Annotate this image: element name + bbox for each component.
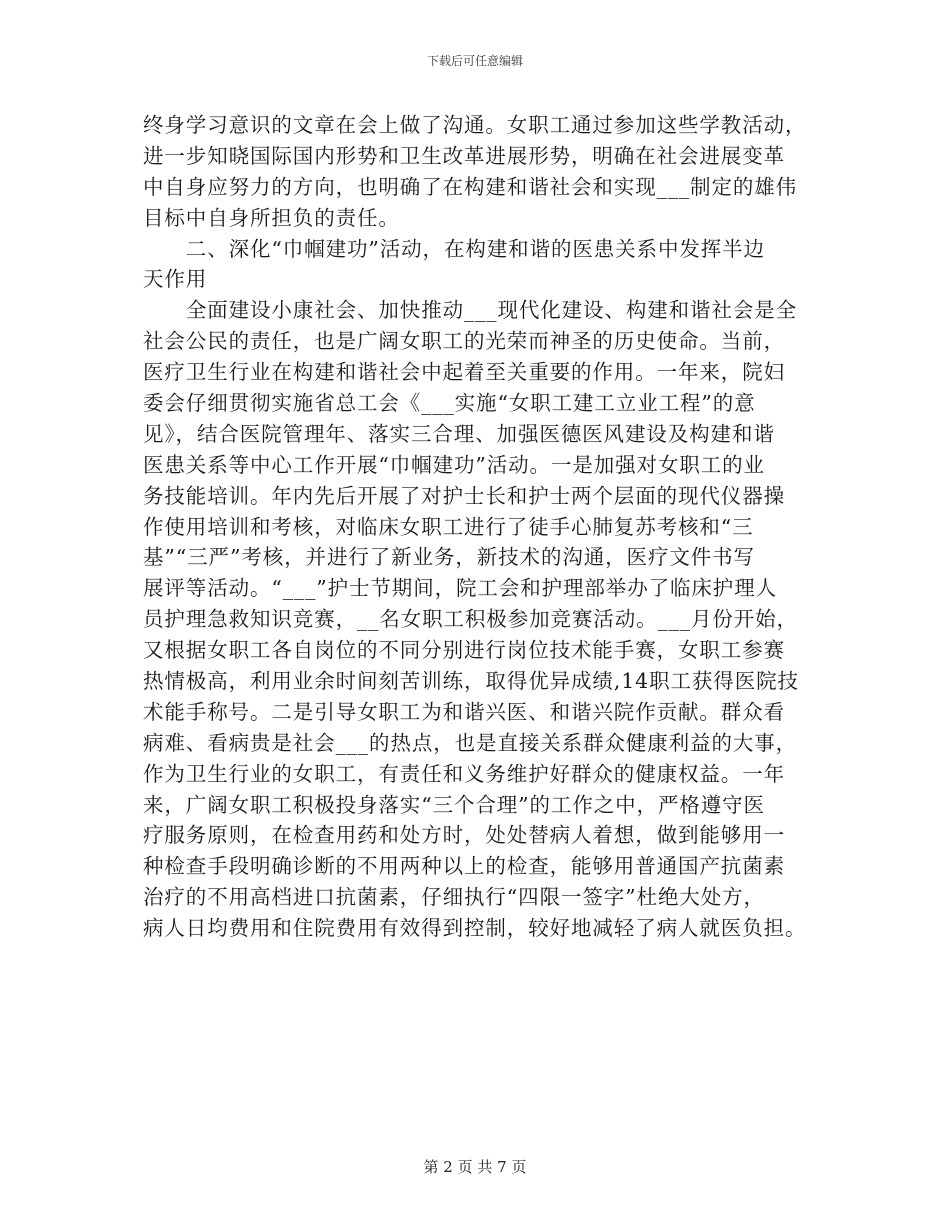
page-number-footer: 第 2 页 共 7 页 (423, 1158, 527, 1176)
text-line: 全面建设小康社会、加快推动___现代化建设、构建和谐社会是全 (143, 298, 798, 323)
text-line: 作为卫生行业的女职工，有责任和义务维护好群众的健康权益。一年 (143, 761, 785, 786)
text-line: 又根据女职工各自岗位的不同分别进行岗位技术能手赛，女职工参赛 (143, 638, 785, 663)
text-line: 务技能培训。年内先后开展了对护士长和护士两个层面的现代仪器操 (143, 483, 785, 508)
text-line: 疗服务原则，在检查用药和处方时，处处替病人着想，做到能够用一 (143, 823, 785, 848)
text-line: 见》，结合医院管理年、落实三合理、加强医德医风建设及构建和谐 (143, 421, 775, 446)
text-line: 中自身应努力的方向，也明确了在构建和谐社会和实现___制定的雄伟 (143, 174, 798, 199)
document-body (143, 110, 809, 944)
text-line: 病难、看病贵是社会___的热点，也是直接关系群众健康利益的大事， (143, 730, 798, 755)
text-line: 基”“三严”考核，并进行了新业务，新技术的沟通，医疗文件书写 (143, 545, 755, 570)
text-line: 员护理急救知识竞赛，__名女职工积极参加竞赛活动。___月份开始， (143, 607, 798, 632)
text-line: 终身学习意识的文章在会上做了沟通。女职工通过参加这些学教活动， (143, 113, 807, 137)
text-line: 社会公民的责任，也是广阔女职工的光荣而神圣的历史使命。当前， (143, 329, 785, 354)
text-line: 治疗的不用高档进口抗菌素，仔细执行“四限一签字”杜绝大处方， (143, 885, 765, 910)
page-header: 下载后可任意编辑 (426, 54, 523, 68)
text-line: 目标中自身所担负的责任。 (143, 205, 400, 230)
text-line: 委会仔细贯彻实施省总工会《___实施“女职工建工立业工程”的意 (143, 391, 756, 416)
text-line: 医疗卫生行业在构建和谐社会中起着至关重要的作用。一年来，院妇 (143, 360, 785, 385)
text-line: 术能手称号。二是引导女职工为和谐兴医、和谐兴院作贡献。群众看 (143, 699, 785, 724)
text-line: 病人日均费用和住院费用有效得到控制，较好地减轻了病人就医负担。 (143, 916, 807, 941)
text-line: 热情极高，利用业余时间刻苦训练，取得优异成绩,14职工获得医院技 (143, 669, 799, 694)
text-line: 种检查手段明确诊断的不用两种以上的检查，能够用普通国产抗菌素 (143, 854, 785, 879)
section-heading-line: 天作用 (143, 267, 208, 292)
text-line: 作使用培训和考核，对临床女职工进行了徒手心肺复苏考核和“三 (143, 514, 754, 539)
text-line: 医患关系等中心工作开展“巾帼建功”活动。一是加强对女职工的业 (143, 452, 765, 477)
text-line: 来，广阔女职工积极投身落实“三个合理”的工作之中，严格遵守医 (143, 792, 765, 817)
section-heading-line: 二、深化“巾帼建功”活动，在构建和谐的医患关系中发挥半边 (143, 236, 765, 261)
text-line: 展评等活动。“___”护士节期间，院工会和护理部举办了临床护理人 (143, 576, 778, 601)
text-line: 进一步知晓国际国内形势和卫生改革进展形势，明确在社会进展变革 (143, 143, 785, 168)
